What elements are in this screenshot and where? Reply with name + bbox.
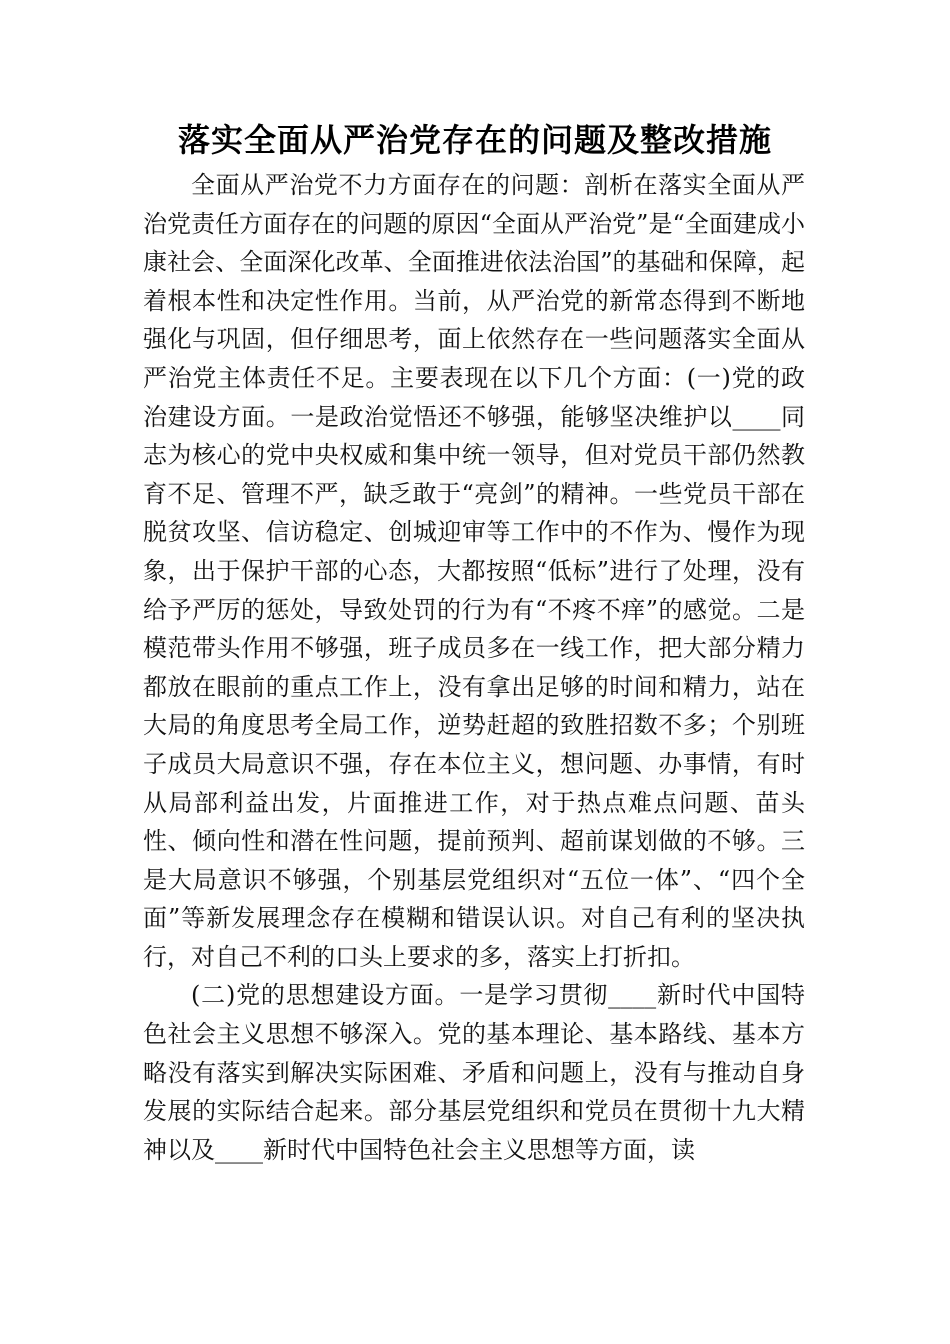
document-body <box>143 166 805 1169</box>
document-title: 落实全面从严治党存在的问题及整改措施 <box>177 121 772 159</box>
paragraph-party-ideological-building: (二)党的思想建设方面。一是学习贯彻____新时代中国特色社会主义思想不够深入。党的基本理论、基本路线、基本方略没有落实到解决实际困难、矛盾和问题上，没有与推动自身发展的实际结合起来。部分基层党组织和党员在贯彻十九大精神以及____新时代中国特色社会主义思想等方面，读 <box>143 981 805 1164</box>
paragraph-party-political-building: 全面从严治党不力方面存在的问题：剖析在落实全面从严治党责任方面存在的问题的原因“全面从严治党”是“全面建成小康社会、全面深化改革、全面推进依法治国”的基础和保障，起着根本性和决定性作用。当前，从严治党的新常态得到不断地强化与巩固，但仔细思考，面上依然存在一些问题落实全面从严治党主体责任不足。主要表现在以下几个方面：(一)党的政治建设方面。一是政治觉悟还不够强，能够坚决维护以____同志为核心的党中央权威和集中统一领导，但对党员干部仍然教育不足、管理不严，缺乏敢于“亮剑”的精神。一些党员干部在脱贫攻坚、信访稳定、创城迎审等工作中的不作为、慢作为现象，出于保护干部的心态，大都按照“低标”进行了处理，没有给予严厉的惩处，导致处罚的行为有“不疼不痒”的感觉。二是模范带头作用不够强，班子成员多在一线工作，把大部分精力都放在眼前的重点工作上，没有拿出足够的时间和精力，站在大局的角度思考全局工作，逆势赶超的致胜招数不多；个别班子成员大局意识不强，存在本位主义，想问题、办事情，有时从局部利益出发，片面推进工作，对于热点难点问题、苗头性、倾向性和潜在性问题，提前预判、超前谋划做的不够。三是大局意识不够强，个别基层党组织对“五位一体”、“四个全面”等新发展理念存在模糊和错误认识。对自己有利的坚决执行，对自己不利的口头上要求的多，落实上打折扣。 <box>143 171 805 971</box>
